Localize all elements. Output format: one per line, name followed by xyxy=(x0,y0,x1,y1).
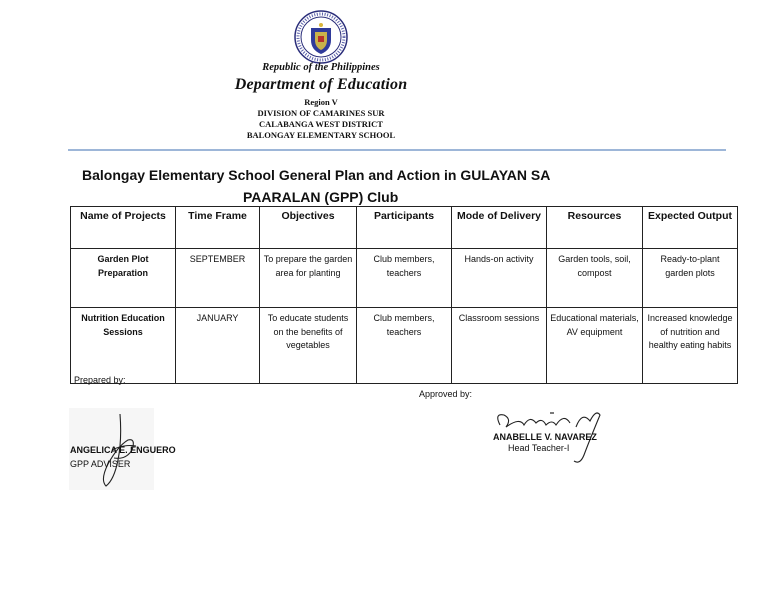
prepared-by-role: GPP ADVISER xyxy=(70,459,131,469)
col-header-resources: Resources xyxy=(547,207,643,249)
col-header-time-frame: Time Frame xyxy=(176,207,260,249)
cell-mode-of-delivery: Classroom sessions xyxy=(452,308,547,384)
cell-participants: Club members, teachers xyxy=(357,308,452,384)
cell-project-name: Nutrition Education Sessions xyxy=(71,308,176,384)
approved-by-label: Approved by: xyxy=(419,389,473,399)
approved-by-role: Head Teacher-I xyxy=(508,443,570,453)
cell-expected-output: Ready-to-plant garden plots xyxy=(643,249,738,308)
table-row xyxy=(71,308,738,384)
action-plan-table xyxy=(70,206,738,384)
document-title-line2: PAARALAN (GPP) Club xyxy=(243,189,399,205)
cell-resources: Educational materials, AV equipment xyxy=(547,308,643,384)
table-row xyxy=(71,249,738,308)
table-header-row xyxy=(71,207,738,249)
col-header-expected-output: Expected Output xyxy=(643,207,738,249)
region-line: Region V xyxy=(304,97,338,107)
approved-by-name: ANABELLE V. NAVAREZ xyxy=(493,432,597,442)
cell-participants: Club members, teachers xyxy=(357,249,452,308)
cell-expected-output: Increased knowledge of nutrition and healthy eating habits xyxy=(643,308,738,384)
prepared-by-label: Prepared by: xyxy=(74,375,126,385)
col-header-objectives: Objectives xyxy=(260,207,357,249)
department-name: Department of Education xyxy=(234,76,408,93)
col-header-projects: Name of Projects xyxy=(71,207,176,249)
school-line: BALONGAY ELEMENTARY SCHOOL xyxy=(246,130,396,140)
col-header-mode-of-delivery: Mode of Delivery xyxy=(452,207,547,249)
cell-objectives: To prepare the garden area for planting xyxy=(260,249,357,308)
cell-time-frame: SEPTEMBER xyxy=(176,249,260,308)
cell-resources: Garden tools, soil, compost xyxy=(547,249,643,308)
col-header-participants: Participants xyxy=(357,207,452,249)
republic-line: Republic of the Philippines xyxy=(262,62,380,73)
prepared-by-name: ANGELICA E. ENGUERO xyxy=(70,445,176,455)
district-line: CALABANGA WEST DISTRICT xyxy=(259,119,383,129)
cell-time-frame: JANUARY xyxy=(176,308,260,384)
cell-mode-of-delivery: Hands-on activity xyxy=(452,249,547,308)
header-divider xyxy=(68,149,726,151)
division-line: DIVISION OF CAMARINES SUR xyxy=(257,108,385,118)
cell-objectives: To educate students on the benefits of vegetables xyxy=(260,308,357,384)
deped-seal xyxy=(294,10,348,64)
document-title-line1: Balongay Elementary School General Plan and Action in GULAYAN SA xyxy=(82,167,551,183)
cell-project-name: Garden Plot Preparation xyxy=(71,249,176,308)
